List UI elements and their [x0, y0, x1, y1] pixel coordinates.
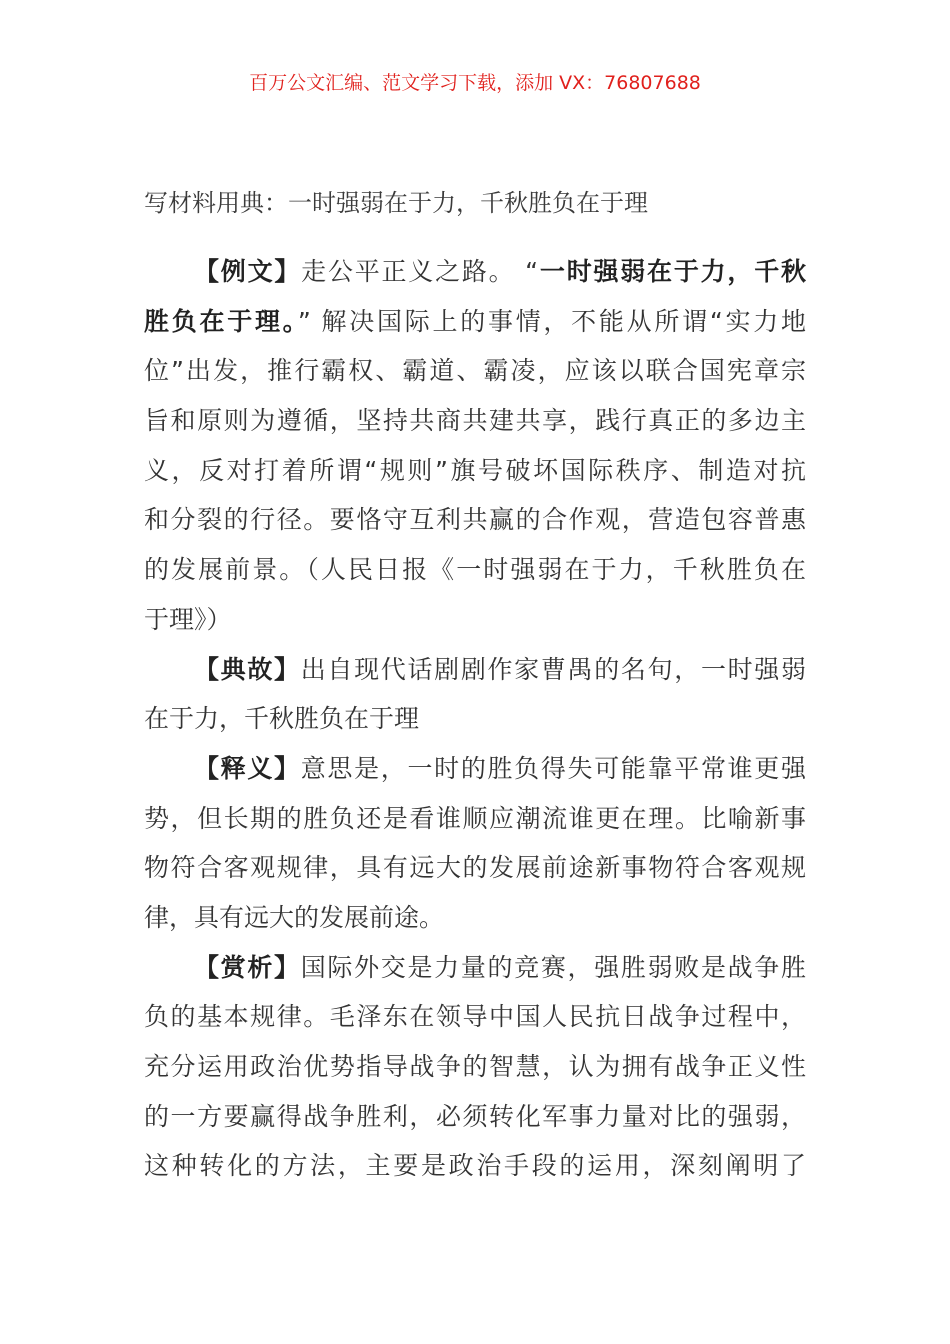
bold-text: 【释义】	[194, 753, 301, 783]
text-segment: 出自现代话剧剧作家曹禺的名句，一时强弱	[300, 654, 806, 684]
text-segment: 物符合客观规律，具有远大的发展前途新事物符合客观规	[144, 853, 806, 883]
text-segment: 和分裂的行径。要恪守互利共赢的合作观，营造包容普惠	[144, 505, 806, 535]
text-segment: 的一方要赢得战争胜利，必须转化军事力量对比的强弱，	[144, 1101, 806, 1131]
text-segment: 律，具有远大的发展前途。	[144, 902, 445, 932]
paragraph-line	[144, 992, 806, 1042]
text-segment: 这种转化的方法，主要是政治手段的运用，深刻阐明了	[144, 1151, 806, 1181]
document-body	[144, 247, 806, 1191]
text-segment: 充分运用政治优势指导战争的智慧，认为拥有战争正义性	[144, 1052, 806, 1081]
paragraph-line	[144, 1042, 806, 1092]
paragraph-line	[144, 843, 806, 893]
paragraph-line	[144, 694, 806, 744]
bold-text: 胜负在于理。	[144, 306, 298, 336]
paragraph-line	[144, 346, 806, 396]
paragraph-line	[144, 645, 806, 695]
bold-text: 一时强弱在于力，千秋	[538, 257, 806, 286]
paragraph-line	[144, 495, 806, 545]
bold-text: 【赏析】	[194, 952, 301, 982]
text-segment: 势，但长期的胜负还是看谁顺应潮流谁更在理。比喻新事	[144, 803, 806, 833]
text-segment: 国际外交是力量的竞赛，强胜弱败是战争胜	[300, 952, 806, 982]
paragraph-line	[144, 247, 806, 297]
text-segment: 的发展前景。（人民日报《一时强弱在于力，千秋胜负在	[144, 555, 806, 585]
text-segment: 于理》）	[144, 604, 232, 634]
text-segment: 义，反对打着所谓“规则”旗号破坏国际秩序、制造对抗	[144, 455, 806, 485]
bold-text: 【例文】	[194, 257, 302, 286]
text-segment: 旨和原则为遵循，坚持共商共建共享，践行真正的多边主	[144, 406, 806, 436]
bold-text: 【典故】	[194, 654, 301, 684]
text-segment: 意思是，一时的胜负得失可能靠平常谁更强	[300, 753, 806, 783]
paragraph-line	[144, 545, 806, 595]
document-title: 写材料用典：一时强弱在于力，千秋胜负在于理	[144, 189, 648, 217]
paragraph-line	[144, 595, 806, 645]
text-segment: 位”出发，推行霸权、霸道、霸凌，应该以联合国宪章宗	[144, 356, 806, 386]
text-segment: 在于力，千秋胜负在于理	[144, 704, 420, 734]
paragraph-line	[144, 1141, 806, 1191]
paragraph-line	[144, 446, 806, 496]
text-segment: 走公平正义之路。 “	[301, 257, 539, 286]
text-segment: ” 解决国际上的事情，不能从所谓“实力地	[297, 306, 806, 336]
paragraph-line	[144, 943, 806, 993]
watermark-header: 百万公文汇编、范文学习下载，添加 VX：76807688	[249, 72, 701, 94]
text-segment: 负的基本规律。毛泽东在领导中国人民抗日战争过程中，	[144, 1002, 806, 1032]
paragraph-line	[144, 794, 806, 844]
paragraph-line	[144, 744, 806, 794]
paragraph-line	[144, 1092, 806, 1142]
paragraph-line	[144, 893, 806, 943]
paragraph-line	[144, 297, 806, 347]
paragraph-line	[144, 396, 806, 446]
